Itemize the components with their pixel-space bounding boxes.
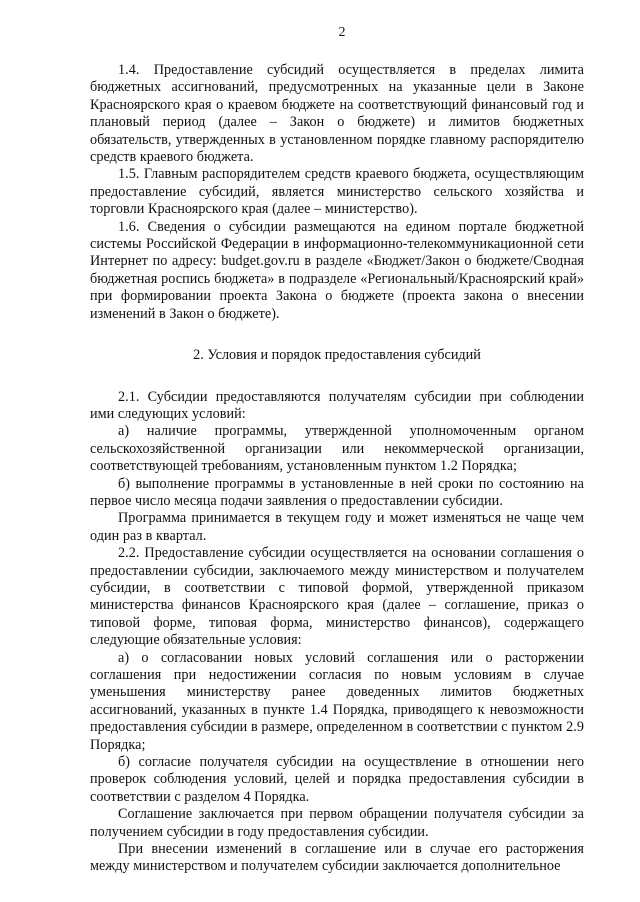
paragraph-2-2-a: а) о согласовании новых условий соглашения или о расторжении соглашения при недостижении согласия по новым условиям в случае уменьшения министерству ранее доведенных лимитов бюджетных ассигнований, указанных в пункте 1.4 Порядка, приводящего к невозможности предоставления субсидии в размере, определенном в соответствии с пунктом 2.9 Порядка; [90,649,584,753]
paragraph-agreement-first: Соглашение заключается при первом обращении получателя субсидии за получением субсидии в году предоставления субсидии. [90,806,584,840]
paragraph-program-note: Программа принимается в текущем году и может изменяться не чаще чем один раз в квартал. [90,510,584,544]
section-2-heading: 2. Условия и порядок предоставления субсидий [193,347,481,364]
page-number: 2 [338,25,346,40]
paragraph-agreement-changes: При внесении изменений в соглашение или в случае его расторжения между министерством и получателем субсидии заключается дополнительное [90,841,584,875]
paragraph-2-1-a: а) наличие программы, утвержденной уполномоченным органом сельскохозяйственной организации или некоммерческой организации, соответствующей требованиям, установленным пунктом 1.2 Порядка; [90,423,584,475]
paragraph-1-4: 1.4. Предоставление субсидий осуществляется в пределах лимита бюджетных ассигнований, предусмотренных на указанные цели в Законе Красноярского края о краевом бюджете на соответствующий финансовый год и плановый период (далее – Закон о бюджете) и лимитов бюджетных обязательств, утвержденных в установленном порядке главному распорядителю средств краевого бюджета. [90,62,584,166]
paragraph-2-2-b: б) согласие получателя субсидии на осуществление в отношении него проверок соблюдения условий, целей и порядка предоставления субсидии в соответствии с разделом 4 Порядка. [90,754,584,805]
section-1-body [90,62,584,323]
paragraph-2-1: 2.1. Субсидии предоставляются получателям субсидии при соблюдении ими следующих условий: [90,388,584,422]
paragraph-1-6: 1.6. Сведения о субсидии размещаются на едином портале бюджетной системы Российской Федерации в информационно-телекоммуникационной сети Интернет по адресу: budget.gov.ru в разделе «Бюджет/Закон о бюджете/Сводная бюджетная роспись бюджета» в подразделе «Региональный/Красноярский край» при формировании проекта Закона о бюджете (проекта закона о внесении изменений в Закон о бюджете). [90,218,584,322]
paragraph-1-5: 1.5. Главным распорядителем средств краевого бюджета, осуществляющим предоставление субсидий, является министерство сельского хозяйства и торговли Красноярского края (далее – министерство). [90,166,584,218]
section-2-body [90,389,584,876]
paragraph-2-1-b: б) выполнение программы в установленные в ней сроки по состоянию на первое число месяца подачи заявления о предоставлении субсидии. [90,475,584,509]
paragraph-2-2: 2.2. Предоставление субсидии осуществляется на основании соглашения о предоставлении субсидии, заключаемого между министерством и получателем субсидии, в соответствии с типовой формой, утвержденной приказом министерства финансов Красноярского края (далее – соглашение, приказ о типовой форме, типовая форма, министерство финансов), содержащего следующие обязательные условия: [90,545,584,649]
